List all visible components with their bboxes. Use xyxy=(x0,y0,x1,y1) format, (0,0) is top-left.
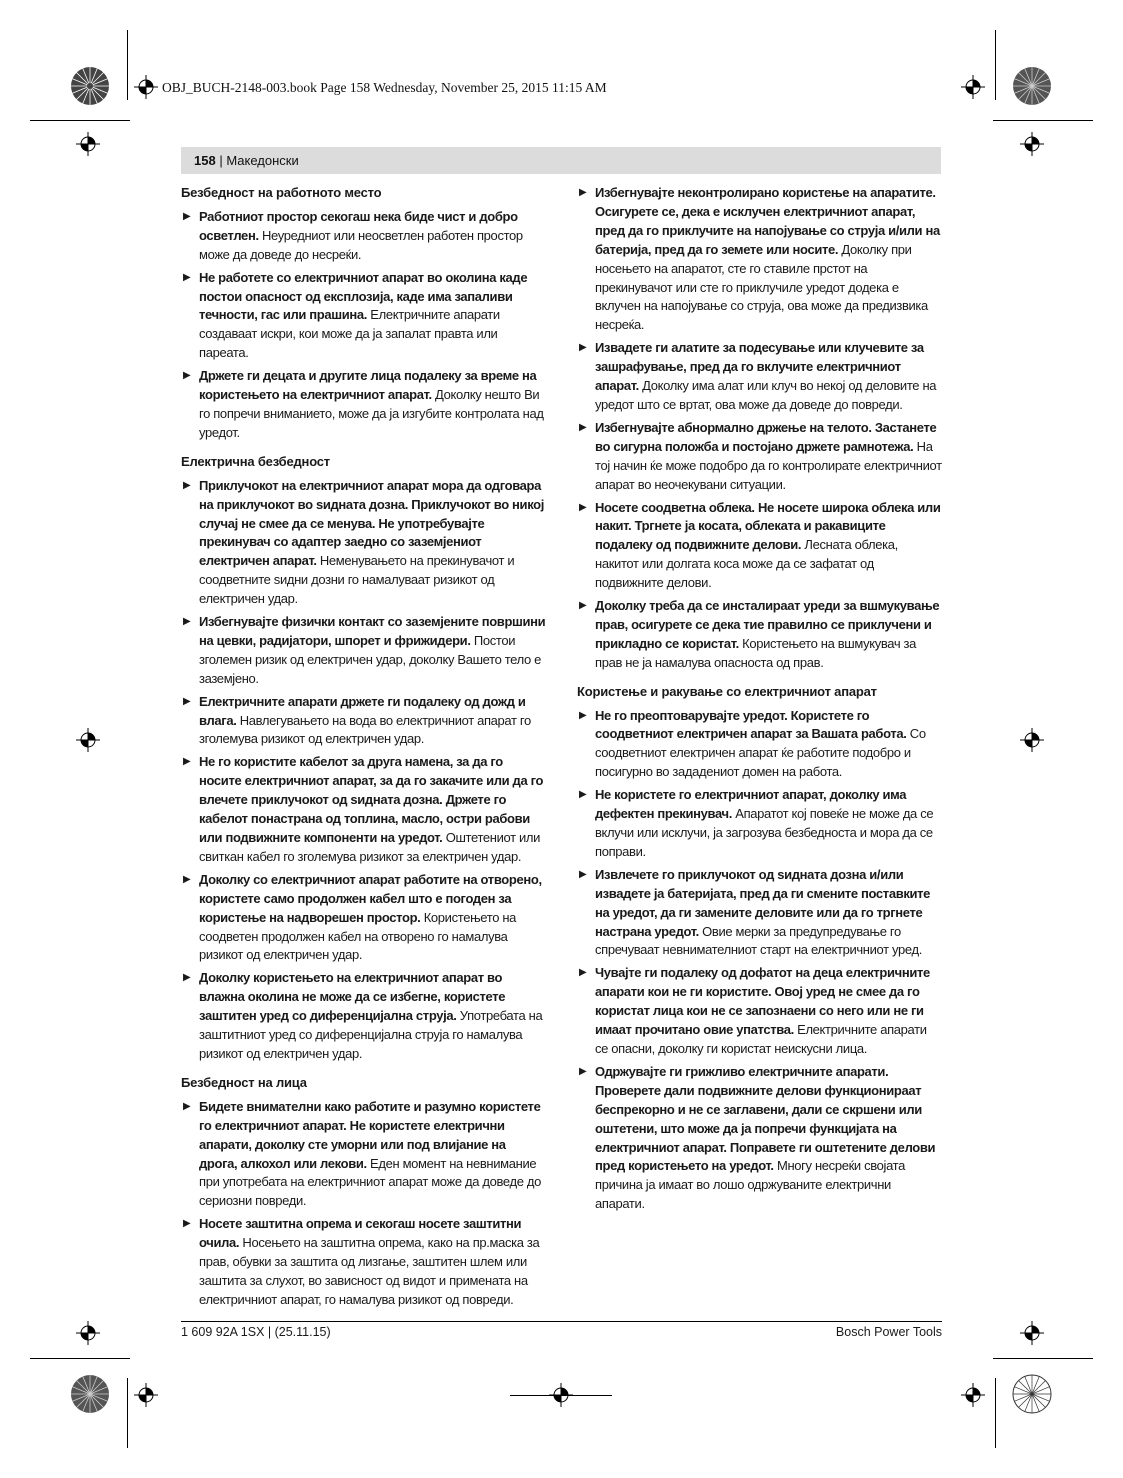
item-text: Многу несреќи својата причина ја имаат во лошо одржуваните електрични апарати. xyxy=(595,1158,905,1212)
bullet-arrow-icon: ▶ xyxy=(579,967,587,979)
registration-target xyxy=(134,1383,158,1407)
safety-item xyxy=(181,753,547,866)
safety-item xyxy=(181,477,547,609)
bullet-arrow-icon: ▶ xyxy=(579,421,587,433)
bullet-arrow-icon: ▶ xyxy=(183,271,191,283)
safety-item xyxy=(577,184,942,335)
registration-rosette xyxy=(70,66,110,106)
section-title: Користење и ракување со електричниот апарат xyxy=(577,683,877,699)
safety-item xyxy=(577,866,942,961)
safety-item xyxy=(577,597,942,673)
document-code: 1 609 92A 1SX | (25.11.15) xyxy=(181,1325,331,1339)
crop-mark-line xyxy=(30,1358,130,1359)
item-text: Употребата на заштитниот уред со диференцијална струја го намалува ризикот од електричен удар. xyxy=(199,1008,543,1061)
bullet-arrow-icon: ▶ xyxy=(183,695,191,707)
registration-target xyxy=(961,75,985,99)
safety-item xyxy=(181,1215,547,1310)
page-header xyxy=(194,153,299,168)
item-text: Користењето на вшмукувач за прав не ја намалува опасноста од прав. xyxy=(595,635,917,670)
safety-item xyxy=(577,786,942,862)
item-bold-text: Носете соодветна облека. Не носете широка облека или накит. Тргнете ја косата, облеката и ракавиците подалеку од подвижните делови. xyxy=(595,499,941,553)
item-text: Со соодветниот електричен апарат ќе работите подобро и посигурно во зададениот домен на работа. xyxy=(595,726,926,780)
crop-mark-line xyxy=(995,1378,996,1448)
item-text: На тој начин ќе може подобро да го контролирате електричниот апарат во неочекувани ситуации. xyxy=(595,438,942,492)
registration-target xyxy=(1020,1321,1044,1345)
item-bold-text: Избегнувајте абнормално држење на телото. Застанете во сигурна положба и постојано држете рамнотежа. xyxy=(595,419,937,454)
book-file-header: OBJ_BUCH-2148-003.book Page 158 Wednesday, November 25, 2015 11:15 AM xyxy=(162,80,607,95)
item-text: Електричните апарати се опасни, доколку ги користат неискусни лица. xyxy=(595,1022,927,1056)
item-bold-text: Чувајте ги подалеку од дофатот на деца електричните апарати кои не ги користите. Овој уред не смее да го користат лица кои не се запознаени со него или не ги имаат прочитано овие упатства. xyxy=(595,965,930,1038)
item-text: Навлегувањето на вода во електричниот апарат го зголемува ризикот од електричен удар. xyxy=(199,712,531,747)
item-text: Неменувањето на прекинувачот и соодветните ѕидни дозни го намалуваат ризикот од електричен удар. xyxy=(199,553,515,607)
section-title: Безбедност на работното место xyxy=(181,185,382,200)
section-title: Безбедност на лица xyxy=(181,1074,307,1090)
right-column xyxy=(577,184,942,1218)
safety-item xyxy=(577,339,942,415)
item-text: Оштетениот или свиткан кабел го зголемува ризикот за електричен удар. xyxy=(199,830,541,864)
registration-target xyxy=(134,75,158,99)
item-bold-text: Доколку со електричниот апарат работите на отворено, користете само продолжен кабел што е погоден за користење на надворешен простор. xyxy=(199,871,542,925)
bullet-arrow-icon: ▶ xyxy=(183,873,191,885)
crop-mark-line xyxy=(30,120,130,121)
item-bold-text: Извадете ги алатите за подесување или клучевите за зашрафување, пред да го вклучите електричниот апарат. xyxy=(595,340,924,394)
item-text: Овие мерки за предупредување го спречуваат невнимателниот старт на електричниот уред. xyxy=(595,923,922,958)
safety-item xyxy=(577,499,942,594)
bullet-arrow-icon: ▶ xyxy=(183,972,191,984)
registration-target xyxy=(961,1383,985,1407)
item-text: Апаратот кој повеќе не може да се вклучи или исклучи, ја загрозува безбедноста и мора да се поправи. xyxy=(595,806,934,859)
safety-item xyxy=(181,367,547,443)
item-bold-text: Не користете го електричниот апарат, доколку има дефектен прекинувач. xyxy=(595,787,907,822)
registration-rosette xyxy=(70,1374,110,1414)
item-text: Електричните апарати создаваат искри, кои може да ја запалат правта или пареата. xyxy=(199,307,500,361)
page-language: Македонски xyxy=(226,153,299,168)
item-bold-text: Доколку користењето на електричниот апарат во влажна околина не може да се избегне, користете заштитен уред со диференцијална струја. xyxy=(199,970,506,1024)
item-bold-text: Работниот простор секогаш нека биде чист и добро осветлен. xyxy=(199,208,518,243)
bullet-arrow-icon: ▶ xyxy=(183,616,191,628)
registration-target xyxy=(76,728,100,752)
footer-divider xyxy=(181,1321,942,1322)
item-text: Неуредниот или неосветлен работен простор може да доведе до несреќи. xyxy=(199,227,523,262)
bullet-arrow-icon: ▶ xyxy=(183,1100,191,1112)
bullet-arrow-icon: ▶ xyxy=(579,187,587,198)
registration-target xyxy=(1020,132,1044,156)
item-bold-text: Не работете со електричниот апарат во околина каде постои опасност од експлозија, каде има запаливи течности, гас или прашина. xyxy=(199,269,528,323)
crop-mark-line xyxy=(127,1378,128,1448)
crop-mark-line xyxy=(993,120,1093,121)
item-bold-text: Држете ги децата и другите лица подалеку за време на користењето на електричниот апарат. xyxy=(199,368,537,403)
item-text: Доколку има алат или клуч во некој од деловите на уредот што се вртат, ова може да доведе до повреди. xyxy=(595,378,937,412)
safety-item xyxy=(181,1098,547,1211)
bullet-arrow-icon: ▶ xyxy=(579,709,587,721)
item-text: Доколку нешто Ви го попречи вниманието, може да ја изгубите контролата над уредот. xyxy=(199,387,544,440)
registration-target xyxy=(1020,728,1044,752)
item-bold-text: Бидете внимателни како работите и разумно користете го електричниот апарат. Не користете електрични апарати, доколку сте уморни или под влијание на дрога, алкохол или лекови. xyxy=(199,1098,541,1171)
bullet-arrow-icon: ▶ xyxy=(183,370,191,382)
item-bold-text: Носете заштитна опрема и секогаш носете заштитни очила. xyxy=(199,1216,522,1251)
bullet-arrow-icon: ▶ xyxy=(183,1218,191,1230)
safety-item xyxy=(181,871,547,966)
bullet-arrow-icon: ▶ xyxy=(183,210,191,222)
item-text: Доколку при носењето на апаратот, сте го ставиле прстот на прекинувачот или сте го приклучиле уредот додека е вклучен на напојување со струја, ова може да предизвика несреќа. xyxy=(595,241,928,333)
bullet-arrow-icon: ▶ xyxy=(183,756,191,768)
safety-item xyxy=(181,208,547,265)
safety-item xyxy=(181,269,547,364)
safety-item xyxy=(181,693,547,750)
item-bold-text: Не го преоптоварувајте уредот. Користете го соодветниот електричен апарат за Вашата работа. xyxy=(595,707,907,742)
registration-rosette xyxy=(1012,66,1052,106)
bullet-arrow-icon: ▶ xyxy=(579,868,587,880)
safety-item xyxy=(577,707,942,783)
item-bold-text: Електричните апарати држете ги подалеку од дожд и влага. xyxy=(199,693,526,728)
left-column xyxy=(181,184,547,1314)
section-title: Електрична безбедност xyxy=(181,453,330,469)
page-number: 158 xyxy=(194,153,216,168)
crop-mark-line xyxy=(510,1395,612,1396)
item-bold-text: Одржувајте ги грижливо електричните апарати. Проверете дали подвижните делови функционираат беспрекорно и не се заглавени, дали се скршени или оштетени, што може да ја попречи функцијата на електричниот апарат. Поправете ги оштетените делови пред користењето на уредот. xyxy=(595,1063,936,1174)
item-text: Постои зголемен ризик од електричен удар, доколку Вашето тело е заземјено. xyxy=(199,632,542,686)
safety-item xyxy=(181,969,547,1064)
crop-mark-line xyxy=(995,30,996,100)
item-bold-text: Избегнувајте неконтролирано користење на апаратите. Осигурете се, дека е исклучен електричниот апарат, пред да го приклучите на напојување со струја и/или на батерија, пред да го земете или носите. xyxy=(595,185,940,257)
publisher-name: Bosch Power Tools xyxy=(835,1325,942,1339)
item-text: Користењето на соодветен продолжен кабел на отворено го намалува ризикот од електричен удар. xyxy=(199,909,517,963)
registration-rosette xyxy=(1012,1374,1052,1414)
item-text: Лесната облека, накитот или долгата коса може да се зафатат од подвижните делови. xyxy=(595,537,898,591)
safety-item xyxy=(577,1063,942,1214)
bullet-arrow-icon: ▶ xyxy=(579,600,587,612)
bullet-arrow-icon: ▶ xyxy=(579,789,587,801)
item-bold-text: Доколку треба да се инсталираат уреди за вшмукување прав, осигурете се дека тие правилно се приклучени и прикладно се користат. xyxy=(595,598,940,651)
item-text: Еден момент на невнимание при употребата на електричниот апарат може да доведе до сериозни повреди. xyxy=(199,1155,542,1209)
registration-target xyxy=(76,132,100,156)
bullet-arrow-icon: ▶ xyxy=(579,1065,587,1077)
bullet-arrow-icon: ▶ xyxy=(579,342,587,354)
item-bold-text: Приклучокот на електричниот апарат мора да одговара на приклучокот во ѕидната дозна. Приклучокот во никој случај не смее да се менува. Не употребувајте прекинувач со адаптер заедно со заземјениот електричен апарат. xyxy=(199,477,545,569)
item-bold-text: Извлечете го приклучокот од ѕидната дозна и/или извадете ја батеријата, пред да ги смените поставките на уредот, да ги замените деловите или да го тргнете настрана уредот. xyxy=(595,866,931,939)
header-separator: | xyxy=(215,153,227,168)
registration-target xyxy=(76,1321,100,1345)
item-bold-text: Не го користите кабелот за друга намена, за да го носите електричниот апарат, за да го закачите или да го влечете приклучокот од ѕидната дозна. Држете го кабелот понастрана од топлина, масло, остри рабови или подвижните компоненти на уредот. xyxy=(199,754,544,845)
safety-item xyxy=(577,419,942,495)
item-text: Носењето на заштитна опрема, како на пр.маска за прав, обувки за заштита од лизгање, заштитен шлем или заштита за слухот, во зависност од видот и примената на електричниот апарат, го намалува ризикот од повреди. xyxy=(199,1235,540,1307)
bullet-arrow-icon: ▶ xyxy=(579,501,587,513)
crop-mark-line xyxy=(993,1358,1093,1359)
crop-mark-line xyxy=(127,30,128,100)
bullet-arrow-icon: ▶ xyxy=(183,479,191,491)
safety-item xyxy=(577,964,942,1059)
safety-item xyxy=(181,613,547,689)
item-bold-text: Избегнувајте физички контакт со заземјените површини на цевки, радијатори, шпорет и фрижидери. xyxy=(199,614,546,648)
